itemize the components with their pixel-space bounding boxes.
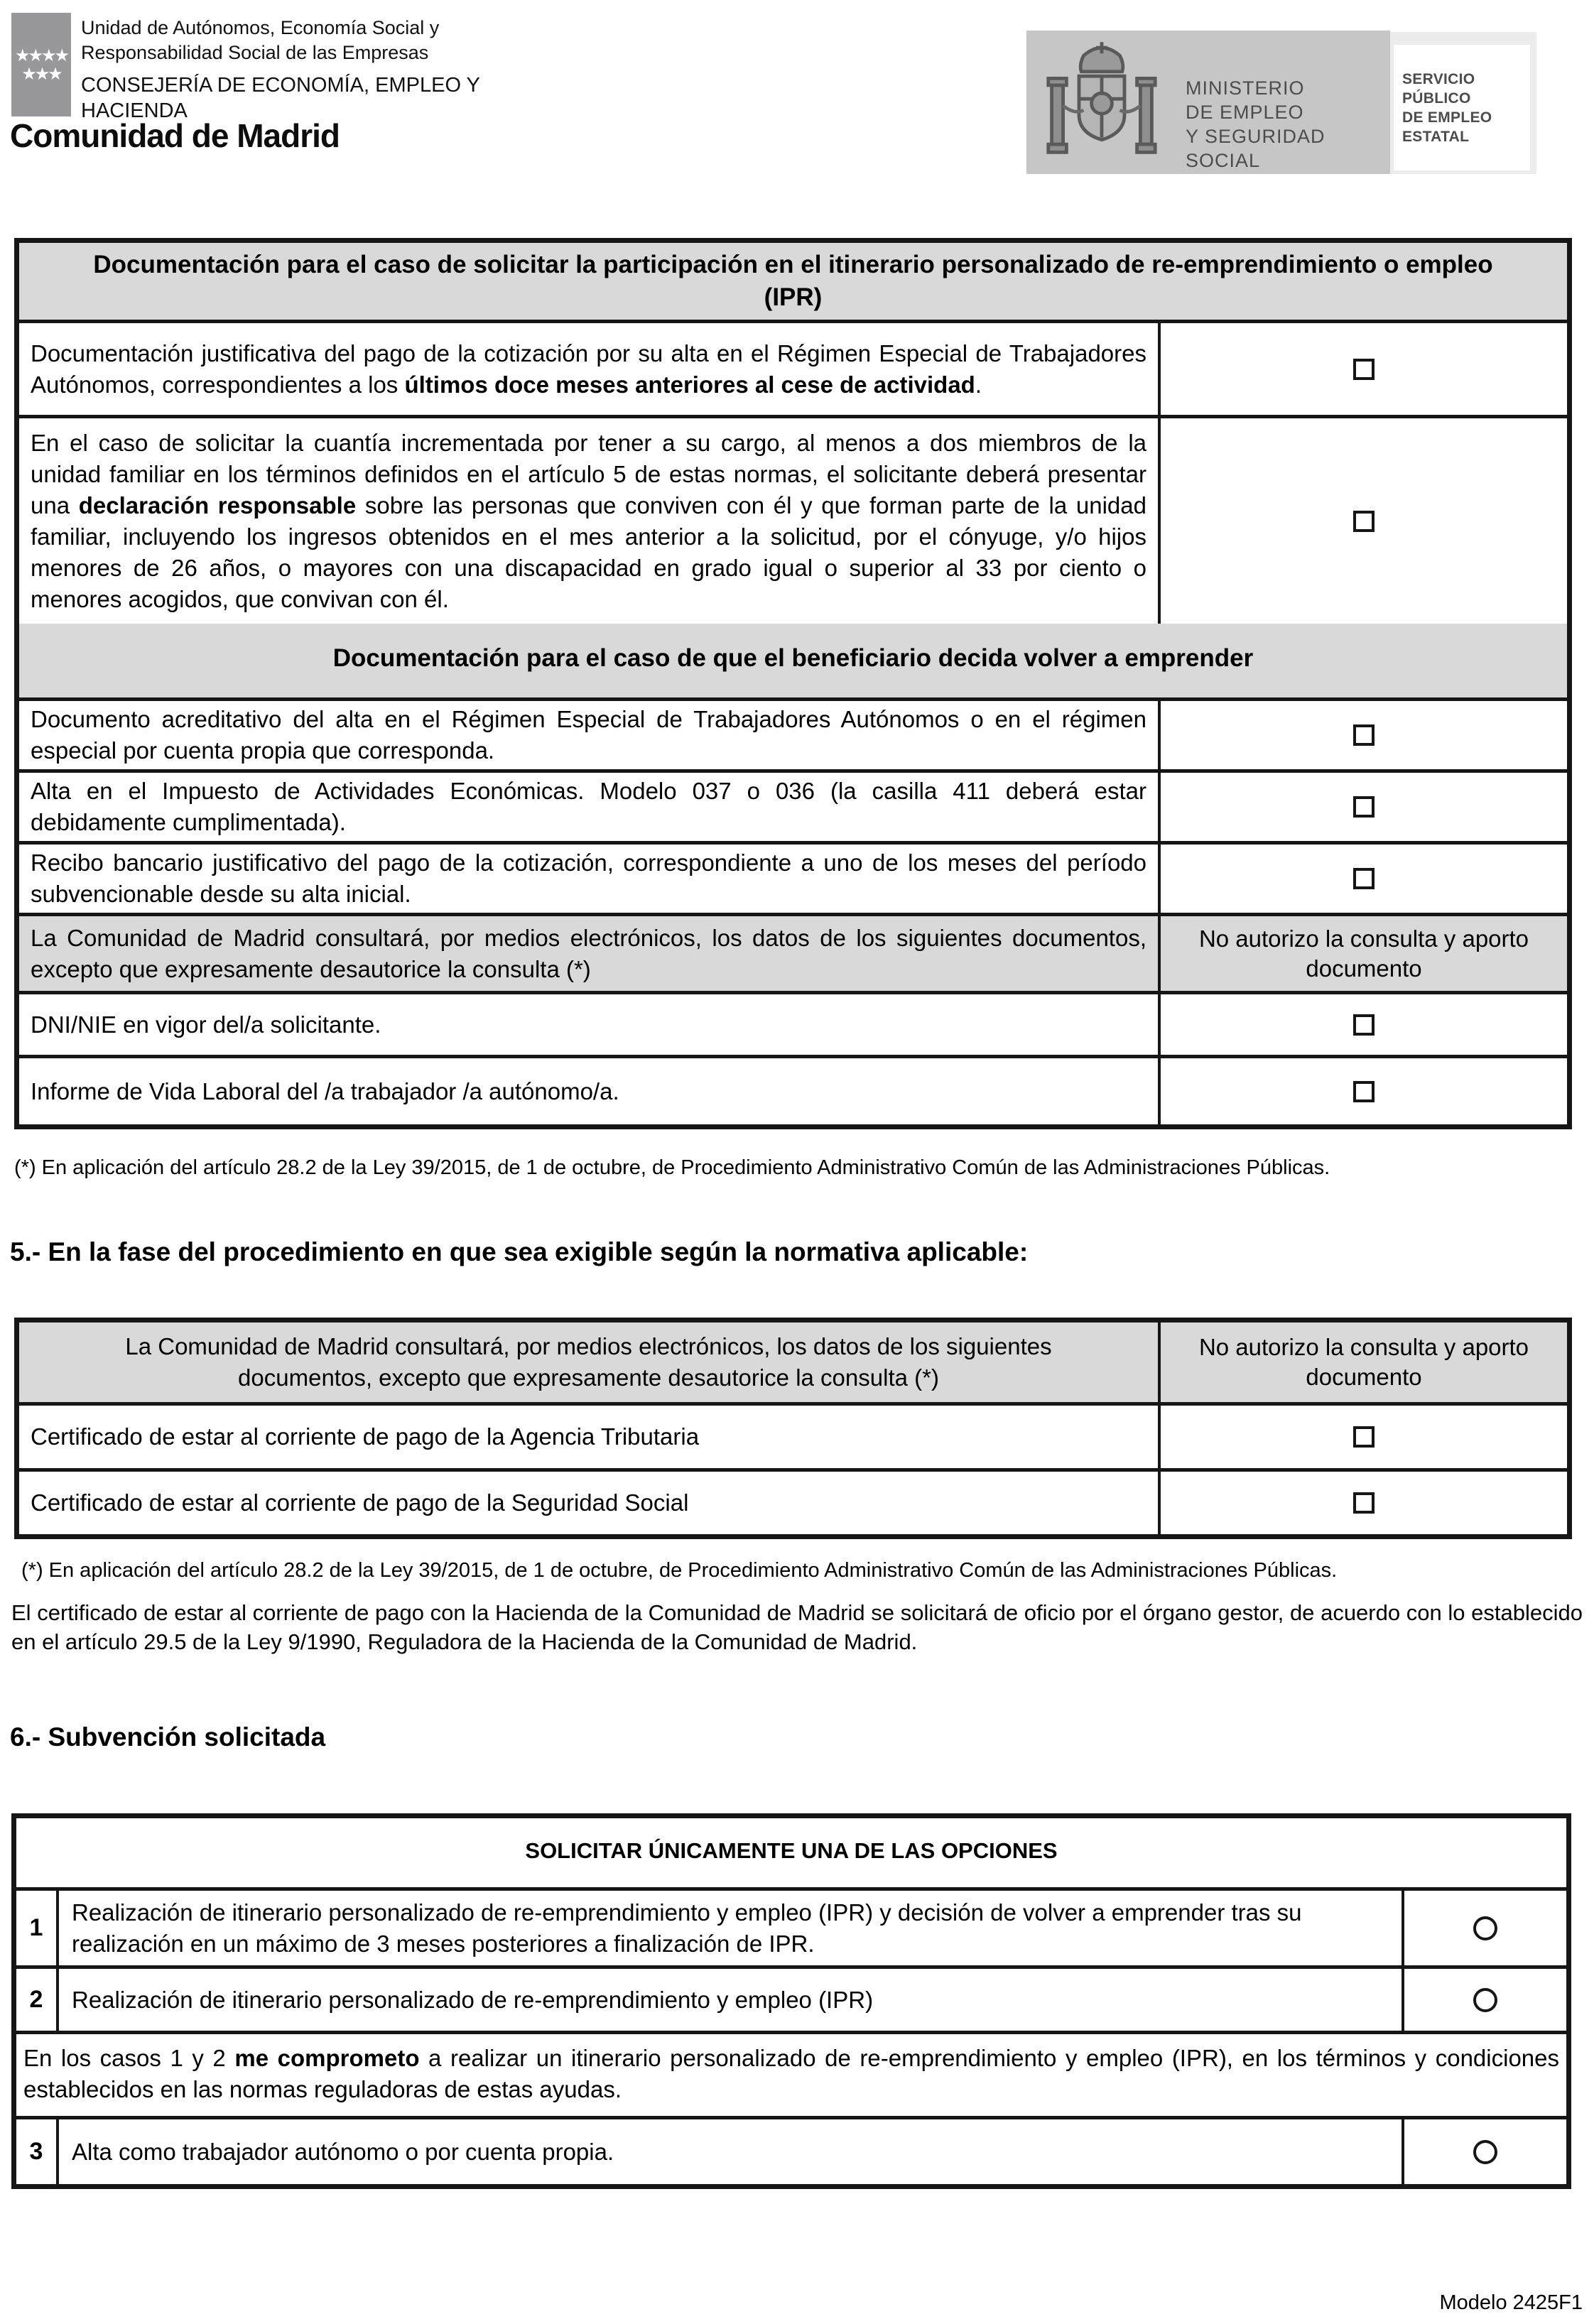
option-description: Realización de itinerario personalizado de re-emprendimiento y empleo (IPR) y decisión de volver a emprender tras su realización en un máximo de 3 meses posteriores a finalización de IPR. (72, 1899, 1302, 1957)
radio-button[interactable] (1473, 2140, 1497, 2164)
checkbox[interactable] (1353, 1426, 1375, 1448)
table-row (19, 320, 1567, 415)
doc-description: Certificado de estar al corriente de pago de la Seguridad Social (31, 1489, 689, 1516)
checkbox[interactable] (1353, 868, 1375, 889)
unit-line: Unidad de Autónomos, Economía Social y (81, 17, 440, 38)
checkbox-cell (1158, 1406, 1567, 1468)
doc-description: Alta en el Impuesto de Actividades Económicas. Modelo 037 o 036 (la casilla 411 deberá estar debidamente cumplimentada). (31, 778, 1146, 835)
checkbox-cell (1158, 845, 1567, 913)
section-6-heading: 6.- Subvención solicitada (10, 1722, 326, 1752)
checkbox[interactable] (1353, 1492, 1375, 1514)
checkbox-cell (1158, 323, 1567, 415)
electronic-consult-table (14, 1318, 1572, 1539)
doc-description: Recibo bancario justificativo del pago de la cotización, correspondiente a uno de los meses del período subvencionable desde su alta inicial. (31, 849, 1146, 907)
doc-description: Informe de Vida Laboral del /a trabajador /a autónomo/a. (31, 1077, 619, 1104)
option-number: 2 (16, 1969, 59, 2031)
radio-cell (1401, 1969, 1566, 2031)
option-number: 3 (16, 2119, 59, 2184)
commitment-note: En los casos 1 y 2 me comprometo a realizar un itinerario personalizado de re-emprendimiento y empleo (IPR), en los términos y condiciones establecidos en las normas reguladoras de estas ayudas. (16, 2031, 1566, 2116)
table-row (19, 1055, 1567, 1124)
sepe-label: SERVICIO PÚBLICO DE EMPLEO ESTATAL (1394, 45, 1530, 170)
form-model-number: Modelo 2425F1 (1439, 2291, 1583, 2314)
doc-description: Documentación justificativa del pago de la cotización por su alta en el Régimen Especial de Trabajadores Autónomos, correspondientes a los últimos doce meses anteriores al cese de actividad. (31, 340, 1146, 398)
table1-subtitle: Documentación para el caso de que el beneficiario decida volver a emprender (19, 624, 1567, 697)
table-row (19, 1402, 1567, 1468)
doc-description: En el caso de solicitar la cuantía incrementada por tener a su cargo, al menos a dos miembros de la unidad familiar en los términos definidos en el artículo 5 de estas normas, el solicitante deberá presentar una declaración responsable sobre las personas que conviven con él y que forman parte de la unidad familiar, incluyendo los ingresos obtenidos en el mes anterior a la solicitud, por el cónyuge, y/o hijos menores de 26 años, o mayores con una discapacidad en grado igual o superior al 33 por ciento o menores acogidos, que convivan con él. (31, 429, 1146, 612)
section-5-heading: 5.- En la fase del procedimiento en que sea exigible según la normativa aplicable: (10, 1237, 1029, 1266)
table-row (19, 769, 1567, 841)
radio-button[interactable] (1473, 1916, 1497, 1940)
table-row (19, 415, 1567, 624)
no-auth-cell (1158, 1323, 1567, 1402)
hacienda-note: El certificado de estar al corriente de pago con la Hacienda de la Comunidad de Madrid se solicitará de oficio por el órgano gestor, de acuerdo con lo establecido en el artículo 29.5 de la Ley 9/1990, Reguladora de la Hacienda de la Comunidad de Madrid. (11, 1600, 1583, 1654)
madrid-flag-logo (11, 13, 71, 116)
ministry-name: MINISTERIO DE EMPLEO Y SEGURIDAD SOCIAL (1186, 77, 1325, 171)
checkbox[interactable] (1353, 1081, 1375, 1102)
checkbox-cell (1158, 701, 1567, 769)
option-description: Alta como trabajador autónomo o por cuenta propia. (72, 2138, 614, 2165)
no-auth-label: No autorizo la consulta y aporto documento (1198, 1334, 1529, 1390)
sepe-logo-block (1390, 32, 1536, 174)
consult-header-text: La Comunidad de Madrid consultará, por medios electrónicos, los datos de los siguientes documentos, excepto que expresamente desautorice la consulta (*) (19, 916, 1158, 991)
options-header: SOLICITAR ÚNICAMENTE UNA DE LAS OPCIONES (525, 1838, 1058, 1863)
option-row (16, 2116, 1566, 2184)
table-row (19, 841, 1567, 913)
ministry-logo-block (1026, 31, 1390, 174)
madrid-header-text (81, 16, 480, 124)
consult-header-text: La Comunidad de Madrid consultará, por medios electrónicos, los datos de los siguientes documentos, excepto que expresamente desautorice la consulta (*) (19, 1323, 1158, 1402)
consult-header-row (19, 1323, 1567, 1402)
subsidy-options-table (11, 1813, 1571, 2189)
unit-line: Responsabilidad Social de las Empresas (81, 42, 429, 63)
radio-cell (1401, 1891, 1566, 1965)
table-row (19, 991, 1567, 1055)
table-row (19, 1468, 1567, 1534)
footnote-ley-39-2015: (*) En aplicación del artículo 28.2 de la Ley 39/2015, de 1 de octubre, de Procedimiento Administrativo Común de las Administraciones Públicas. (14, 1156, 1330, 1179)
spain-coat-of-arms-icon (1045, 39, 1159, 165)
option-row (16, 1887, 1566, 1965)
checkbox-cell (1158, 773, 1567, 841)
option-row (16, 1965, 1566, 2031)
option-description: Realización de itinerario personalizado de re-emprendimiento y empleo (IPR) (72, 1986, 874, 2013)
checkbox[interactable] (1353, 359, 1375, 380)
flag-stars-icon: ★★★ (21, 64, 61, 84)
checkbox[interactable] (1353, 511, 1375, 532)
no-auth-cell (1158, 916, 1567, 991)
documentation-table (14, 238, 1572, 1129)
doc-description: DNI/NIE en vigor del/a solicitante. (31, 1011, 381, 1038)
comunidad-de-madrid-wordmark: Comunidad de Madrid (10, 117, 340, 154)
checkbox-cell (1158, 994, 1567, 1055)
doc-description: Documento acreditativo del alta en el Régimen Especial de Trabajadores Autónomos o en el régimen especial por cuenta propia que corresponda. (31, 706, 1146, 764)
department-line: CONSEJERÍA DE ECONOMÍA, EMPLEO Y (81, 74, 480, 97)
radio-cell (1401, 2119, 1566, 2184)
table-row (19, 697, 1567, 769)
checkbox-cell (1158, 418, 1567, 624)
consult-header-row (19, 913, 1567, 991)
flag-stars-icon: ★★★★ (14, 45, 68, 65)
radio-button[interactable] (1473, 1988, 1497, 2012)
department-line: HACIENDA (81, 99, 188, 122)
checkbox[interactable] (1353, 796, 1375, 818)
table1-title: Documentación para el caso de solicitar la participación en el itinerario personalizado de re-emprendimiento o empleo (IPR) (19, 243, 1567, 320)
doc-description: Certificado de estar al corriente de pago de la Agencia Tributaria (31, 1423, 700, 1450)
no-auth-label: No autorizo la consulta y aporto documento (1198, 925, 1529, 982)
checkbox-cell (1158, 1472, 1567, 1534)
checkbox-cell (1158, 1058, 1567, 1124)
checkbox[interactable] (1353, 724, 1375, 746)
option-number: 1 (16, 1891, 59, 1965)
footnote-ley-39-2015: (*) En aplicación del artículo 28.2 de la Ley 39/2015, de 1 de octubre, de Procedimiento Administrativo Común de las Administraciones Públicas. (21, 1559, 1338, 1582)
checkbox[interactable] (1353, 1014, 1375, 1036)
